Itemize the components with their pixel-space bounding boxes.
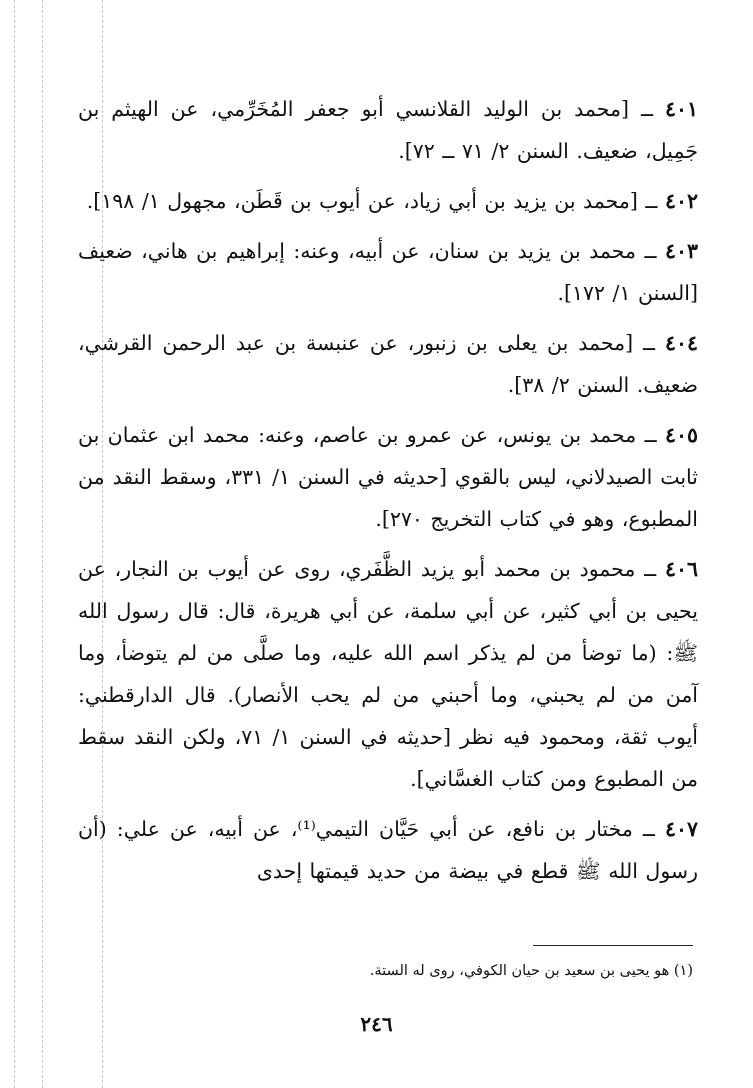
scan-margin-line	[42, 0, 43, 1088]
entry-407	[78, 808, 698, 892]
page-number: ٢٤٦	[360, 1012, 393, 1036]
footnote-divider	[533, 945, 693, 946]
entry-402	[78, 180, 698, 222]
entry-number: ٤٠١	[664, 97, 698, 121]
main-text	[78, 88, 698, 900]
entry-number: ٤٠٤	[664, 331, 698, 355]
scan-margin-line	[14, 0, 15, 1088]
entry-403	[78, 230, 698, 314]
entry-number: ٤٠٣	[664, 239, 698, 263]
entry-number: ٤٠٢	[664, 189, 698, 213]
footnote: (١) هو يحيى بن سعيد بن حيان الكوفي، روى له الستة.	[369, 963, 693, 979]
entry-number: ٤٠٦	[664, 557, 698, 581]
entry-405	[78, 414, 698, 540]
entry-401	[78, 88, 698, 172]
entry-text: ــ [محمد بن يعلى بن زنبور، عن عنبسة بن عبد الرحمن القرشي، ضعيف. السنن ٢/ ٣٨].	[78, 331, 698, 397]
entry-404	[78, 322, 698, 406]
entry-text: ــ محمود بن محمد أبو يزيد الظَّفَري، روى عن أيوب بن النجار، عن يحيى بن أبي كثير، عن أبي سلمة، عن أبي هريرة، قال: قال رسول الله ﷺ: (ما توضأ من لم يذكر اسم الله عليه، وما صلَّى من لم يتوضأ، وما آمن من لم يحبني، وما أحبني من لم يحب الأنصار). قال الدارقطني: أيوب ثقة، ومحمود فيه نظر [حديثه في السنن ١/ ٧١، ولكن النقد سقط من المطبوع ومن كتاب الغسَّاني].	[78, 557, 698, 791]
entry-text: ــ محمد بن يزيد بن سنان، عن أبيه، وعنه: إبراهيم بن هاني، ضعيف [السنن ١/ ١٧٢].	[78, 239, 698, 305]
entry-text: ــ [محمد بن الوليد القلانسي أبو جعفر المُخَرِّمي، عن الهيثم بن جَمِيل، ضعيف. السنن ٢/ ٧١ ــ ٧٢].	[78, 97, 698, 163]
entry-text: ــ [محمد بن يزيد بن أبي زياد، عن أيوب بن قَطَن، مجهول ١/ ١٩٨].	[86, 189, 658, 213]
entry-text: ــ محمد بن يونس، عن عمرو بن عاصم، وعنه: محمد ابن عثمان بن ثابت الصيدلاني، ليس بالقوي [حديثه في السنن ١/ ٣٣١، وسقط النقد من المطبوع، وهو في كتاب التخريج ٢٧٠].	[78, 423, 698, 531]
entry-406	[78, 548, 698, 800]
entry-text: ــ مختار بن نافع، عن أبي حَيَّان التيمي⁽¹⁾، عن أبيه، عن علي: (أن رسول الله ﷺ قطع في بيضة من حديد قيمتها إحدى	[78, 817, 698, 883]
entry-number: ٤٠٥	[664, 423, 698, 447]
entry-number: ٤٠٧	[664, 817, 698, 841]
